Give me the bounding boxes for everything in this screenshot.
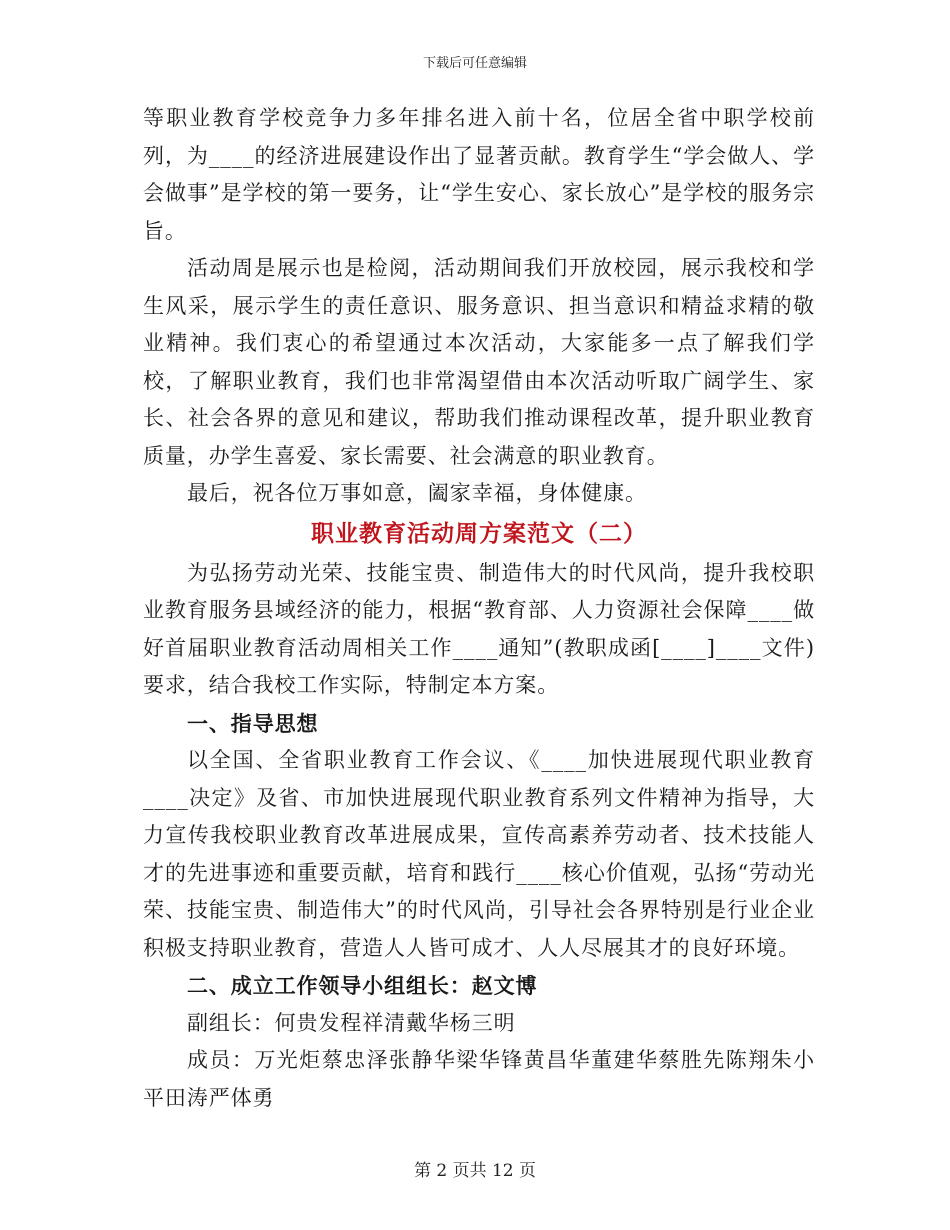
paragraph-intro: 为弘扬劳动光荣、技能宝贵、制造伟大的时代风尚，提升我校职业教育服务县域经济的能力，根据“教育部、人力资源社会保障____做好首届职业教育活动周相关工作____通知”(教职成函[____]____文件)要求，结合我校工作实际，特制定本方案。 — [143, 560, 815, 697]
paragraph-deputy-leaders: 副组长：何贵发程祥清戴华杨三明 — [187, 1010, 516, 1035]
heading-guiding-ideology: 一、指导思想 — [187, 710, 319, 736]
document-body — [143, 100, 815, 1117]
paragraph-members: 成员：万光炬蔡忠泽张静华梁华锋黄昌华董建华蔡胜先陈翔朱小平田涛严体勇 — [143, 1048, 815, 1110]
paragraph-continuation: 等职业教育学校竞争力多年排名进入前十名，位居全省中职学校前列，为____的经济进展建设作出了显著贡献。教育学生“学会做人、学会做事”是学校的第一要务，让“学生安心、家长放心”是学校的服务宗旨。 — [143, 106, 815, 243]
paragraph-closing-wishes: 最后，祝各位万事如意，阖家幸福，身体健康。 — [187, 481, 647, 505]
paragraph-guiding-ideology: 以全国、全省职业教育工作会议、《____加快进展现代职业教育____决定》及省、市加快进展现代职业教育系列文件精神为指导，大力宣传我校职业教育改革进展成果，宣传高素养劳动者、技术技能人才的先进事迹和重要贡献，培育和践行____核心价值观，弘扬“劳动光荣、技能宝贵、制造伟大”的时代风尚，引导社会各界特别是行业企业积极支持职业教育，营造人人皆可成才、人人尽展其才的良好环境。 — [143, 748, 815, 960]
page-footer: 第 2 页共 12 页 — [413, 1161, 537, 1181]
heading-leadership-group: 二、成立工作领导小组组长：赵文博 — [187, 973, 538, 998]
page-header: 下载后可任意编辑 — [422, 56, 527, 71]
section-title: 职业教育活动周方案范文（二） — [311, 519, 647, 547]
paragraph-activity-week: 活动周是展示也是检阅，活动期间我们开放校园，展示我校和学生风采，展示学生的责任意识、服务意识、担当意识和精益求精的敬业精神。我们衷心的希望通过本次活动，大家能多一点了解我们学校，了解职业教育，我们也非常渴望借由本次活动听取广阔学生、家长、社会各界的意见和建议，帮助我们推动课程改革，提升职业教育质量，办学生喜爱、家长需要、社会满意的职业教育。 — [143, 256, 815, 468]
